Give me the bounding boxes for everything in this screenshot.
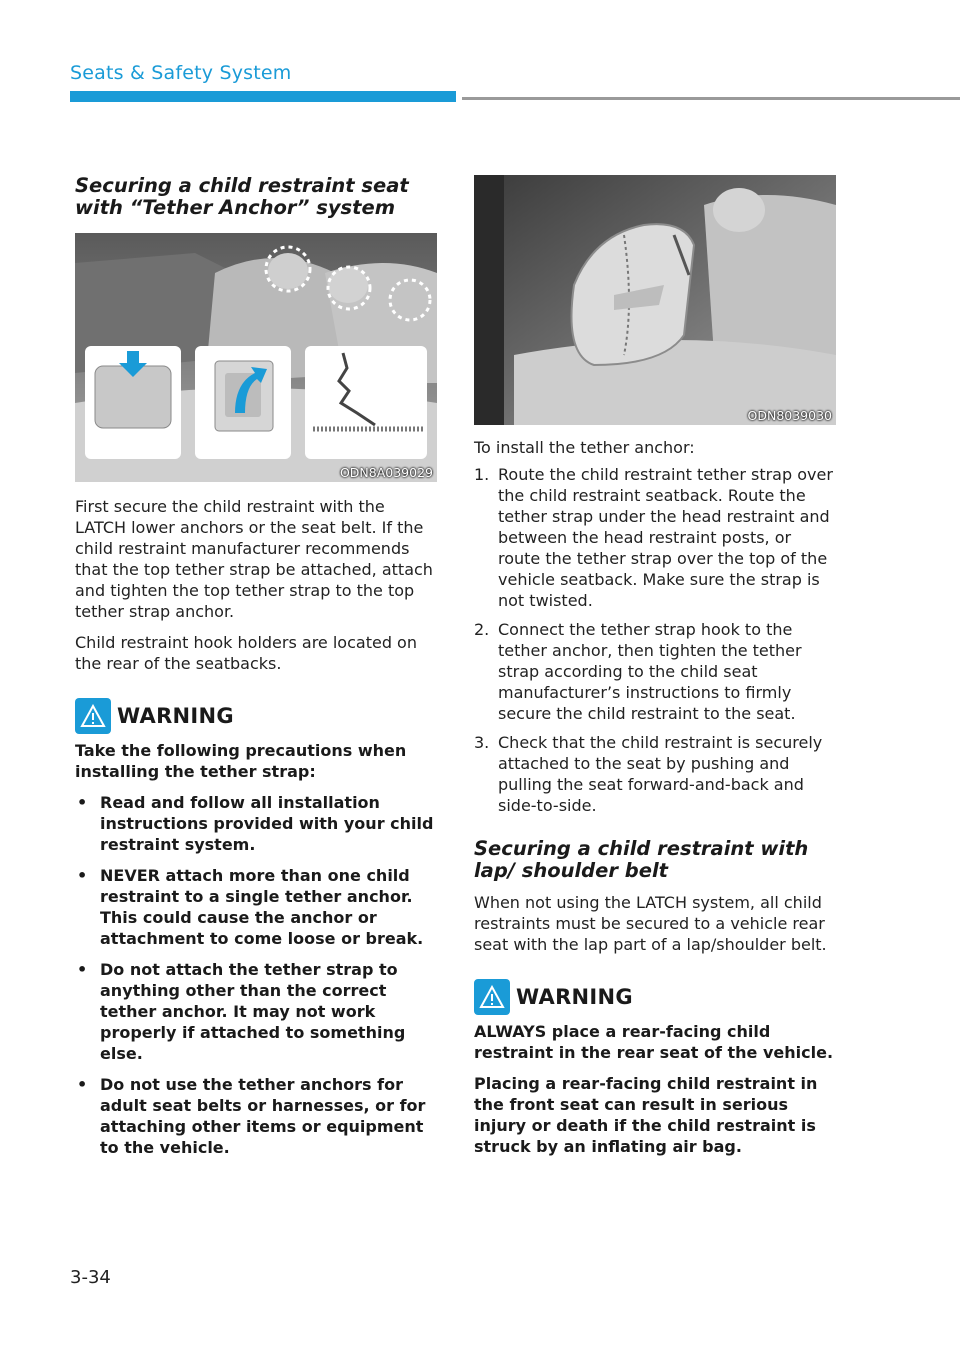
warning-triangle-icon xyxy=(474,979,510,1015)
figure-code: ODN8A039029 xyxy=(339,465,433,480)
warning-paragraph-1: ALWAYS place a rear-facing child restraint in the rear seat of the vehicle. xyxy=(474,1022,834,1062)
figure-code: ODN8039030 xyxy=(747,408,832,423)
warning-title: WARNING xyxy=(516,985,633,1009)
section-title: Seats & Safety System xyxy=(70,62,292,84)
child-seat-illustration xyxy=(474,175,836,425)
tether-anchor-figure xyxy=(75,233,437,482)
lap-belt-paragraph: When not using the LATCH system, all child restraints must be secured to a vehicle rear seat with the lap part of a lap/shoulder belt. xyxy=(474,893,827,954)
warning-title: WARNING xyxy=(117,704,234,728)
tether-paragraph-2: Child restraint hook holders are located on the rear of the seatbacks. xyxy=(75,633,417,673)
warning-triangle-icon xyxy=(75,698,111,734)
inset-hook xyxy=(305,346,427,459)
install-intro: To install the tether anchor: xyxy=(474,438,695,457)
tether-anchor-heading: Securing a child restraint seat with “Tether Anchor” system xyxy=(75,174,409,219)
inset-open-cover xyxy=(195,346,291,459)
warning-header xyxy=(75,698,437,734)
list-item: • NEVER attach more than one child restraint to a single tether anchor. This could cause the anchor or attachment to come loose or break. xyxy=(77,866,424,948)
list-item: 1. Route the child restraint tether strap over the child restraint seatback. Route the tether strap under the head restraint and between the head restraint posts, or route the tether strap over the top of the vehicle seatback. Make sure the strap is not twisted. xyxy=(474,465,833,610)
install-steps xyxy=(474,464,836,816)
child-seat-figure xyxy=(474,175,836,425)
tether-paragraph-1: First secure the child restraint with the LATCH lower anchors or the seat belt. If the child restraint manufacturer recommends that the top tether strap be attached, attach and tighten the top tether strap to the top tether strap anchor. xyxy=(75,497,433,621)
inset-cover xyxy=(85,346,181,459)
list-item: 3. Check that the child restraint is securely attached to the seat by pushing and pulling the seat forward-and-back and side-to-side. xyxy=(474,733,823,815)
header-rule-accent xyxy=(70,91,456,102)
right-column xyxy=(474,175,836,1167)
list-item: • Read and follow all installation instructions provided with your child restraint system. xyxy=(77,793,434,854)
list-item: 2. Connect the tether strap hook to the tether anchor, then tighten the tether strap according to the child seat manufacturer’s instructions to firmly secure the child restraint to the seat. xyxy=(474,620,802,723)
left-column xyxy=(75,175,437,1168)
page-number: 3-34 xyxy=(70,1267,111,1288)
list-item: • Do not use the tether anchors for adult seat belts or harnesses, or for attaching other items or equipment to the vehicle. xyxy=(77,1075,426,1157)
warning-list xyxy=(75,792,437,1158)
warning-header xyxy=(474,979,836,1015)
warning-intro: Take the following precautions when installing the tether strap: xyxy=(75,741,407,781)
header-rule-gray xyxy=(462,97,960,100)
rear-seat-illustration xyxy=(75,233,437,482)
lap-belt-heading: Securing a child restraint with lap/ shoulder belt xyxy=(474,837,809,882)
list-item: • Do not attach the tether strap to anything other than the correct tether anchor. It may not work properly if attached to something else. xyxy=(77,960,406,1063)
warning-paragraph-2: Placing a rear-facing child restraint in the front seat can result in serious injury or death if the child restraint is struck by an inflating air bag. xyxy=(474,1074,818,1156)
